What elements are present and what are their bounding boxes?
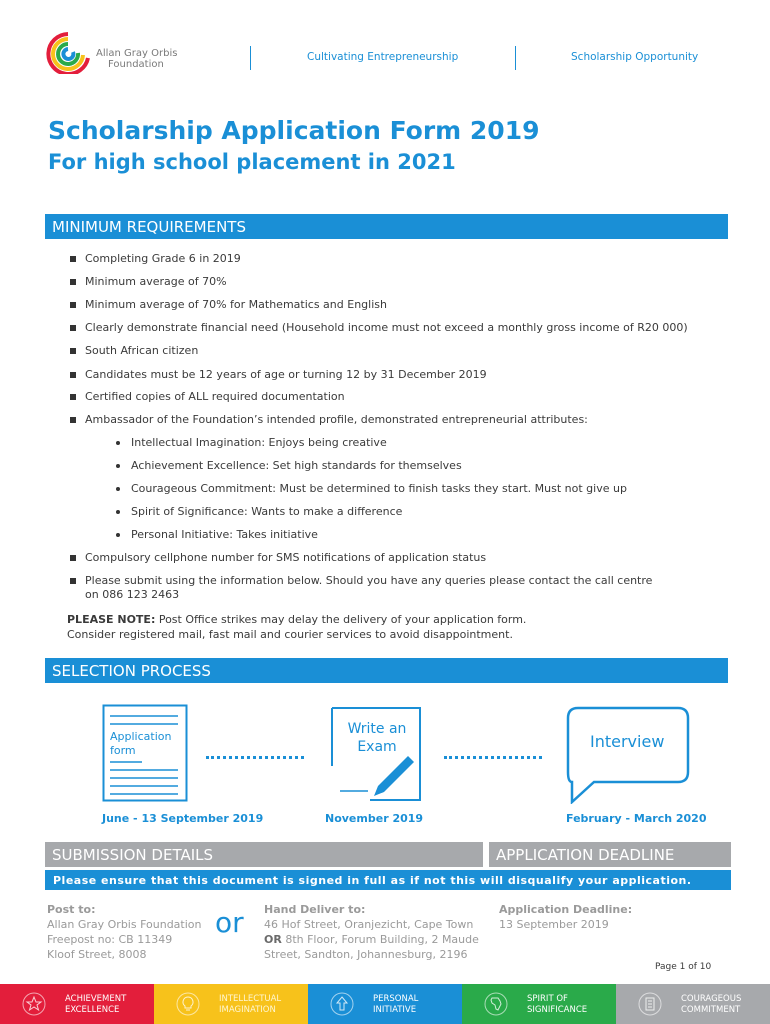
selection-heading: SELECTION PROCESS <box>45 658 728 683</box>
interview-speech-bubble-icon <box>566 706 690 804</box>
logo-line1: Allan Gray Orbis <box>96 48 178 59</box>
post-address <box>47 917 202 962</box>
requirements-heading: MINIMUM REQUIREMENTS <box>45 214 728 239</box>
post-office-note <box>67 612 526 642</box>
hand-line1: 46 Hof Street, Oranjezicht, Cape Town <box>264 918 474 931</box>
deadline-heading: APPLICATION DEADLINE <box>489 842 731 867</box>
step-application-line1: Application <box>110 730 172 743</box>
tagline: Cultivating Entrepreneurship <box>307 51 459 63</box>
building-icon <box>638 992 662 1016</box>
date-application: June - 13 September 2019 <box>102 812 264 825</box>
foundation-logo-icon <box>42 28 94 74</box>
arrow-up-icon <box>330 992 354 1016</box>
footer-label <box>65 994 126 1016</box>
footer-achievement <box>0 984 154 1024</box>
deadline-date: 13 September 2019 <box>499 918 609 931</box>
step-application-label <box>110 730 171 758</box>
header-divider <box>250 46 251 70</box>
requirements-list <box>70 252 730 602</box>
footer-label <box>527 994 587 1016</box>
footer-label <box>219 994 281 1016</box>
signed-warning: Please ensure that this document is signed in full as if not this will disqualify your application. <box>45 870 731 890</box>
footer-line1: PERSONAL <box>373 994 419 1004</box>
footer-line2: INITIATIVE <box>373 1005 417 1015</box>
step-exam-label <box>342 720 412 756</box>
logo-text <box>96 48 177 70</box>
header-divider <box>515 46 516 70</box>
date-interview: February - March 2020 <box>566 812 707 825</box>
hand-line3: Street, Sandton, Johannesburg, 2196 <box>264 948 468 961</box>
lightbulb-icon <box>176 992 200 1016</box>
footer-line2: EXCELLENCE <box>65 1005 120 1015</box>
header <box>0 0 770 100</box>
attribute-item: Personal Initiative: Takes initiative <box>116 528 730 542</box>
footer-line2: IMAGINATION <box>219 1005 276 1015</box>
process-connector <box>444 756 542 759</box>
list-item: Compulsory cellphone number for SMS notifications of application status <box>70 551 730 565</box>
footer-line1: INTELLECTUAL <box>219 994 282 1004</box>
deadline-label: Application Deadline: <box>499 903 633 916</box>
post-line2: Freepost no: CB 11349 <box>47 933 173 946</box>
post-line1: Allan Gray Orbis Foundation <box>47 918 202 931</box>
footer-line1: SPIRIT OF <box>527 994 568 1004</box>
attribute-item: Courageous Commitment: Must be determined to finish tasks they start. Must not give up <box>116 482 730 496</box>
date-exam: November 2019 <box>325 812 424 825</box>
list-item: Minimum average of 70% for Mathematics and English <box>70 298 730 312</box>
hand-address <box>264 917 479 962</box>
attribute-item: Spirit of Significance: Wants to make a difference <box>116 505 730 519</box>
submission-heading: SUBMISSION DETAILS <box>45 842 483 867</box>
footer-spirit <box>462 984 616 1024</box>
list-item: Completing Grade 6 in 2019 <box>70 252 730 266</box>
page-title: Scholarship Application Form 2019 <box>48 116 540 145</box>
note-label: PLEASE NOTE: <box>67 613 156 626</box>
step-exam-line1: Write an <box>347 721 407 737</box>
attribute-item: Achievement Excellence: Set high standards for themselves <box>116 459 730 473</box>
post-line3: Kloof Street, 8008 <box>47 948 147 961</box>
footer-label <box>373 994 418 1016</box>
submit-info-line2: on 086 123 2463 <box>85 588 180 601</box>
hand-or-prefix: OR <box>264 933 282 946</box>
step-exam-line2: Exam <box>357 739 397 755</box>
footer-intellectual <box>154 984 308 1024</box>
attribute-item: Intellectual Imagination: Enjoys being creative <box>116 436 730 450</box>
hand-line2: 8th Floor, Forum Building, 2 Maude <box>281 933 479 946</box>
list-item <box>70 574 730 602</box>
star-icon <box>22 992 46 1016</box>
process-connector <box>206 756 304 759</box>
footer-courageous <box>616 984 770 1024</box>
footer-line1: ACHIEVEMENT <box>65 994 127 1004</box>
list-item: Minimum average of 70% <box>70 275 730 289</box>
africa-map-icon <box>484 992 508 1016</box>
note-line1: Post Office strikes may delay the delivery of your application form. <box>155 613 527 626</box>
footer-line2: SIGNIFICANCE <box>527 1005 588 1015</box>
list-item: South African citizen <box>70 344 730 358</box>
footer-label <box>681 994 741 1016</box>
scholarship-opportunity-link: Scholarship Opportunity <box>571 51 699 63</box>
step-application-line2: form <box>110 744 136 757</box>
or-divider: or <box>215 906 244 939</box>
submit-info-line1: Please submit using the information below. Should you have any queries please contact the call centre <box>85 574 653 587</box>
list-item: Certified copies of ALL required documentation <box>70 390 730 404</box>
note-line2: Consider registered mail, fast mail and courier services to avoid disappointment. <box>67 628 513 641</box>
page-number: Page 1 of 10 <box>655 962 712 972</box>
list-item: Candidates must be 12 years of age or turning 12 by 31 December 2019 <box>70 368 730 382</box>
footer-line1: COURAGEOUS <box>681 994 742 1004</box>
footer-personal <box>308 984 462 1024</box>
hand-heading: Hand Deliver to: <box>264 903 366 916</box>
step-interview-label: Interview <box>590 732 665 751</box>
logo-line2: Foundation <box>108 59 164 70</box>
footer-values-bar <box>0 984 770 1024</box>
list-item: Ambassador of the Foundation’s intended profile, demonstrated entrepreneurial attributes: <box>70 413 730 427</box>
footer-line2: COMMITMENT <box>681 1005 741 1015</box>
post-heading: Post to: <box>47 903 96 916</box>
page-subtitle: For high school placement in 2021 <box>48 150 456 174</box>
list-item: Clearly demonstrate financial need (Household income must not exceed a monthly gross income of R20 000) <box>70 321 730 335</box>
